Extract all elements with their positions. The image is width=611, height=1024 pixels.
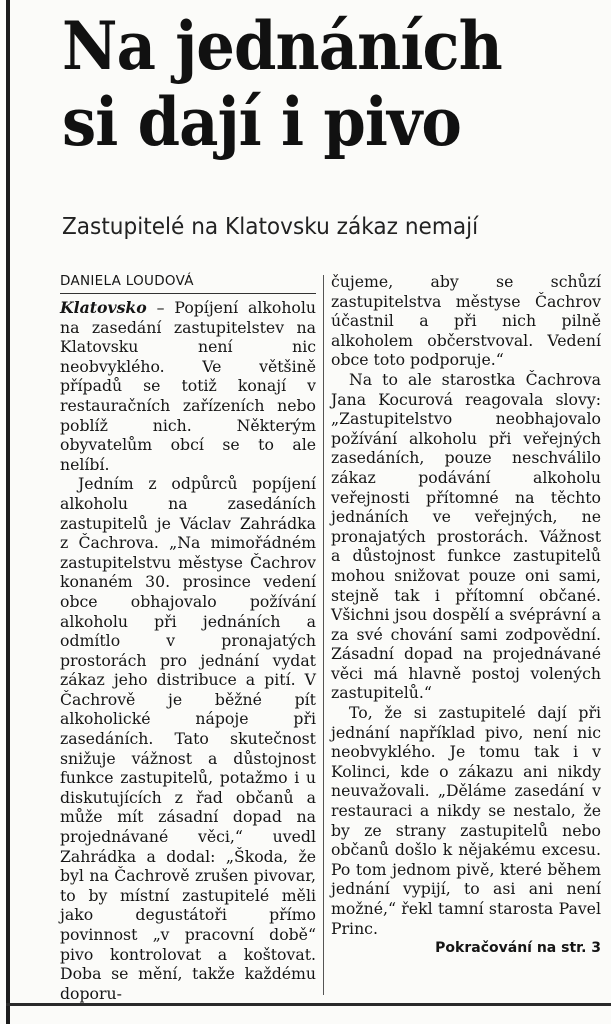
article-headline (62, 8, 563, 160)
article-column-left (60, 272, 316, 1003)
column-divider (323, 275, 324, 995)
article-column-right (331, 272, 601, 959)
headline-line-2: si dají i pivo (62, 83, 462, 161)
dateline: Klatovsko (60, 298, 147, 317)
paragraph-3: Na to ale starostka Čachrova Jana Kocurová reagovala slovy: „Zastupitelstvo neobhajovalo požívání alkoholu při veřejných zasedáních, pouze neschválilo zákaz podávání alkoholu veřejnosti přítomné na těchto jednáních ve veřejných, ne pronajatých prostorách. Vážnost a důstojnost funkce zastupitelů mohou snižovat pouze oni sami, stejně tak i přítomní občané. Všichni jsou dospělí a svéprávní a za své chování sami zodpovědní. Zásadní dopad na projednávané věci má hlavně postoj volených zastupitelů.“ (331, 369, 601, 703)
paragraph-4: To, že si zastupitelé dají při jednání například pivo, není nic neobvyklého. Je tomu tak i v Kolinci, kde o zákazu ani nikdy neuvažovali. „Děláme zasedání v restauraci a nikdy se nestalo, že by ze strany zastupitelů nebo občanů došlo k nějakému excesu. Po tom jednom pivě, které během jednání vypijí, to asi ani není možné,“ řekl tamní starosta Pavel Princ. (331, 703, 601, 938)
page-frame-left (6, 0, 10, 1024)
page-bottom-rule (6, 1003, 611, 1006)
article-subheadline: Zastupitelé na Klatovsku zákaz nemají (62, 214, 479, 240)
paragraph-2: Jedním z odpůrců popíjení alkoholu na zasedáních zastupitelů je Václav Zahrádka z Čachrova. „Na mimořádném zastupitelstvu městyse Čachrov konaném 30. prosince vedení obce obhajovalo požívání alkoholu při jednáních a odmítlo v pronajatých prostorách pro jednání vydat zákaz jeho distribuce a pití. V Čachrově je běžné pít alkoholické nápoje při zasedáních. Tato skutečnost snižuje vážnost a důstojnost funkce zastupitelů, potažmo i u diskutujících z řad občanů a může mít zásadní dopad na projednávané věci,“ uvedl Zahrádka a dodal: „Škoda, že byl na Čachrově zrušen pivovar, to by místní zastupitelé měli jako degustátoři přímo povinnost „v pracovní době“ pivo kontrolovat a koštovat. Doba se mění, takže každému doporu- (60, 474, 316, 1003)
byline: DANIELA LOUDOVÁ (60, 272, 316, 294)
paragraph-2-continued: čujeme, aby se schůzí zastupitelstva městyse Čachrov účastnil a při nich pilně alkoholem občerstvoval. Vedení obce toto podporuje.“ (331, 272, 601, 370)
paragraph-1-text: – Popíjení alkoholu na zasedání zastupitelstev na Klatovsku není nic neobvyklého. Ve většině případů se totiž konají v restauračních zařízeních nebo poblíž nich. Některým obyvatelům obcí se to ale nelíbí. (60, 298, 316, 474)
continued-on-page: Pokračování na str. 3 (435, 940, 601, 957)
paragraph-1 (60, 298, 316, 474)
headline-line-1: Na jednáních (62, 7, 502, 85)
